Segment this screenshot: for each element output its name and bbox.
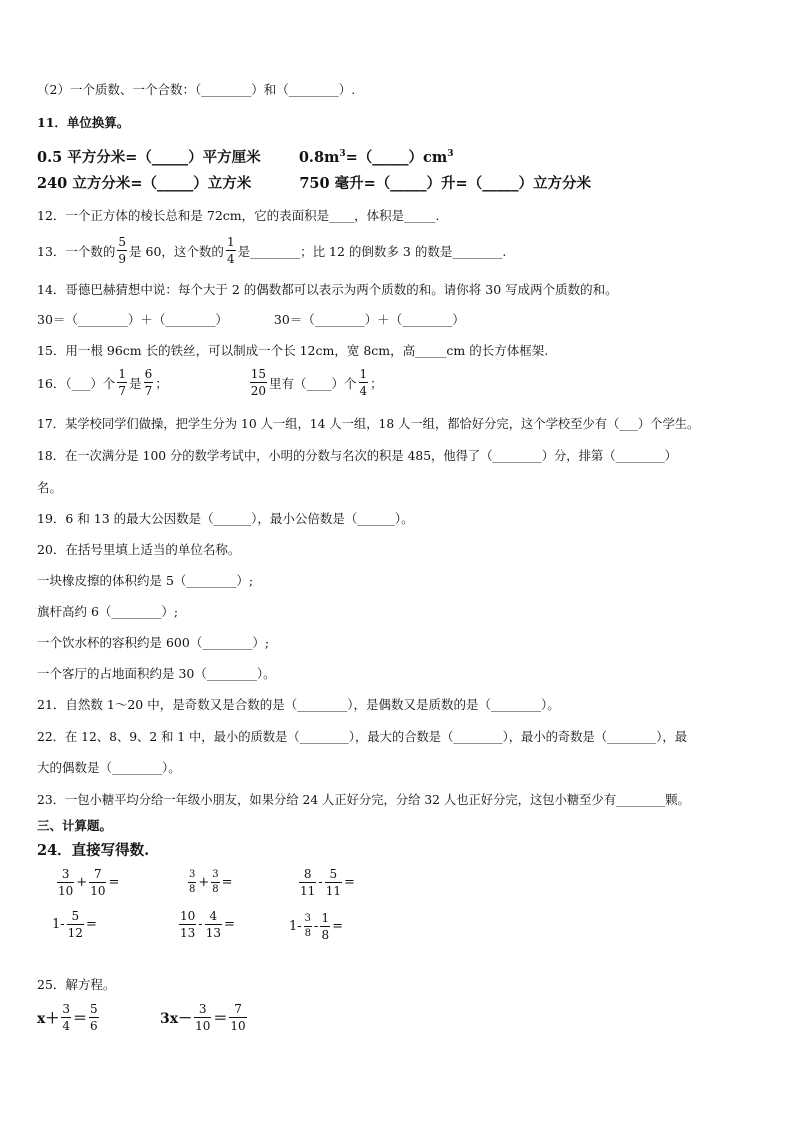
- q20-item1: 一块橡皮擦的体积约是 5（________）;: [37, 573, 254, 588]
- q12: 12．一个正方体的棱长总和是 72cm，它的表面积是____，体积是_____.: [37, 208, 440, 223]
- q19: 19．6 和 13 的最大公因数是（______），最小公倍数是（______）。: [37, 511, 414, 526]
- q15: 15．用一根 96cm 长的铁丝，可以制成一个长 12cm，宽 8cm，高_____cm 的长方体框架.: [37, 343, 549, 358]
- q11-row1-b-pre: 0.8m: [298, 148, 340, 166]
- q11-row1-b-mid: =（_____）cm: [345, 148, 448, 166]
- q24-item-b: $\frac{3}{8}$ + $\frac{3}{8}$ =: [189, 869, 233, 895]
- q17: 17．某学校同学们做操，把学生分为 10 人一组，14 人一组，18 人一组，都恰好分完，这个学校至少有（___）个学生。: [37, 417, 700, 431]
- q18-line1: 18．在一次满分是 100 分的数学考试中，小明的分数与名次的积是 485，他得了（________）分，排第（________）: [37, 449, 677, 463]
- q24-item-d: 1- $\frac{5}{12}$ =: [52, 909, 97, 940]
- q23: 23．一包小糖平均分给一年级小朋友，如果分给 24 人正好分完，分给 32 人也正好分完，这包小糖至少有________颗。: [37, 793, 690, 807]
- q16-frac2: $\frac{6}{7}$: [144, 367, 153, 398]
- q14-equations: [37, 312, 465, 328]
- q16-post1: ；: [155, 375, 168, 391]
- q16-frac3: $\frac{15}{20}$: [250, 367, 266, 398]
- q16-pre: 16．（___）个: [37, 375, 116, 391]
- q20-item4: 一个客厅的占地面积约是 30（________）。: [37, 666, 276, 681]
- q11-row2: [37, 176, 591, 192]
- q16-post2: ；: [370, 375, 383, 391]
- q25-title: 25．解方程。: [37, 977, 116, 992]
- q24-item-a: $\frac{3}{10}$ + $\frac{7}{10}$ =: [58, 867, 120, 898]
- q13-mid1: 是 60，这个数的: [129, 243, 224, 259]
- q24-item-c: $\frac{8}{11}$ - $\frac{5}{11}$ =: [300, 867, 355, 898]
- q11-row1-b-sup2: 3: [447, 149, 454, 159]
- q16-mid1: 是: [129, 375, 142, 391]
- q20: 20．在括号里填上适当的单位名称。: [37, 542, 241, 557]
- q22-line2: 大的偶数是（________）。: [37, 760, 181, 775]
- q21: 21．自然数 1～20 中，是奇数又是合数的是（________），是偶数又是质数的是（________）。: [37, 697, 560, 712]
- q16-mid2: 里有（____）个: [269, 375, 357, 391]
- q14: 14．哥德巴赫猜想中说：每个大于 2 的偶数都可以表示为两个质数的和。请你将 30 写成两个质数的和。: [37, 282, 618, 297]
- q24-title: 24．直接写得数.: [37, 842, 150, 859]
- q24-item-e: $\frac{10}{13}$ - $\frac{4}{13}$ =: [180, 909, 235, 940]
- q22-line1: 22．在 12、8、9、2 和 1 中，最小的质数是（________），最大的合数是（________），最小的奇数是（________），最: [37, 730, 688, 744]
- section-3-title: 三、计算题。: [37, 818, 113, 833]
- q10-part2: （2）一个质数、一个合数：（________）和（________）.: [37, 82, 356, 97]
- q14-eq2: 30＝（________）＋（________）: [273, 312, 465, 327]
- q11-row1-b-sup: 3: [339, 149, 346, 159]
- q13-pre: 13．一个数的: [37, 243, 116, 259]
- q24-item-f: 1- $\frac{3}{8}$ - $\frac{1}{8}$ =: [289, 911, 343, 942]
- q14-eq1: 30＝（________）＋（________）: [37, 312, 228, 327]
- q20-item3: 一个饮水杯的容积约是 600（________）;: [37, 635, 270, 650]
- q11-title: 11．单位换算。: [37, 115, 130, 130]
- q20-item2: 旗杆高约 6（________）;: [37, 604, 179, 619]
- q11-row1: [37, 146, 454, 166]
- q13-frac2: $\frac{1}{4}$: [226, 235, 235, 266]
- q11-row2-a: 240 立方分米=（_____）立方米: [37, 175, 252, 192]
- q25-equation2: 3x－ $\frac{3}{10}$ ＝ $\frac{7}{10}$: [160, 1002, 246, 1033]
- q25-equation1: x＋ $\frac{3}{4}$ ＝ $\frac{5}{6}$: [37, 1002, 98, 1033]
- q16-frac1: $\frac{1}{7}$: [118, 367, 127, 398]
- q16: [37, 368, 383, 397]
- q11-row2-b: 750 毫升=（_____）升=（_____）立方分米: [299, 175, 591, 192]
- q16-frac4: $\frac{1}{4}$: [359, 367, 368, 398]
- q13-frac1: $\frac{5}{9}$: [118, 235, 127, 266]
- q13: [37, 236, 506, 265]
- q18-line2: 名。: [37, 480, 63, 495]
- q13-mid2: 是________；比 12 的倒数多 3 的数是________.: [237, 243, 507, 259]
- q11-row1-a: 0.5 平方分米=（_____）平方厘米: [37, 148, 261, 166]
